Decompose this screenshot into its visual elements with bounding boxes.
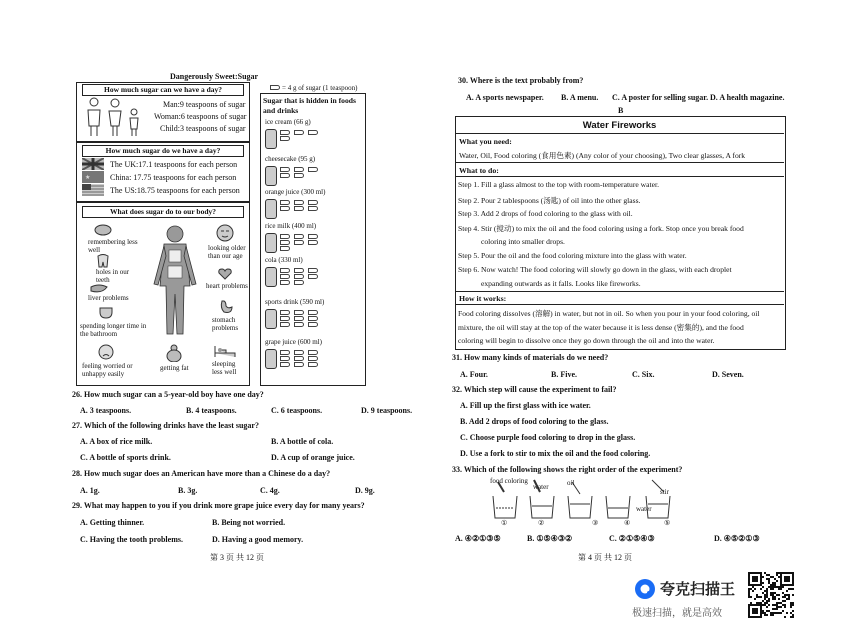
human-body-figure — [150, 224, 200, 344]
fig-num-3: ③ — [592, 519, 599, 527]
brain-icon — [94, 224, 112, 236]
liver-icon — [90, 284, 108, 294]
q32-option-c[interactable]: C. Choose purple food coloring to drop in the glass. — [460, 433, 636, 442]
q31-option-b[interactable]: B. Five. — [551, 370, 577, 379]
spoon-icon — [280, 310, 290, 315]
q33-option-b[interactable]: B. ①⑤④③② — [527, 534, 573, 543]
experiment-figure — [488, 478, 688, 528]
q31-option-a[interactable]: A. Four. — [460, 370, 488, 379]
spoon-icon — [308, 310, 318, 315]
toilet-icon — [98, 306, 114, 320]
divider — [455, 291, 784, 292]
q30-option-d[interactable]: D. A health magazine. — [710, 93, 785, 102]
spoon-icon — [294, 167, 304, 172]
experiment-title: Water Fireworks — [582, 120, 657, 131]
spoon-icon — [294, 130, 304, 135]
q32-option-d[interactable]: D. Use a fork to stir to mix the oil and the food coloring. — [460, 449, 651, 458]
spoon-icon — [308, 167, 318, 172]
label-stomach: stomach problems — [212, 316, 239, 332]
step-6-cont: expanding outwards as it falls. Looks like fireworks. — [481, 279, 641, 288]
fig-label-water: water — [533, 483, 549, 491]
spoon-icon — [308, 356, 318, 361]
q26-text: 26. How much sugar can a 5-year-old boy have one day? — [72, 390, 264, 399]
step-6: Step 6. Now watch! The food coloring will slowly go down in the glass, with each droplet — [458, 265, 732, 274]
infographic-title: Dangerously Sweet:Sugar — [170, 72, 259, 81]
spoon-icon — [294, 268, 304, 273]
label-bathroom: spending longer time in the bathroom — [80, 322, 147, 338]
spoon-icon — [294, 234, 304, 239]
step-1: Step 1. Fill a glass almost to the top with room-temperature water. — [458, 180, 659, 189]
consumption-uk: The UK:17.1 teaspoons for each person — [110, 160, 238, 169]
q32-option-a[interactable]: A. Fill up the first glass with ice water. — [460, 401, 591, 410]
divider — [455, 176, 784, 177]
label-sleeping: sleeping less well — [212, 360, 237, 376]
label-older: looking older than our age — [208, 244, 246, 260]
q28-option-a[interactable]: A. 1g. — [80, 486, 100, 495]
page-number-left: 第 3 页 共 12 页 — [210, 553, 264, 562]
quark-logo-icon — [634, 578, 656, 600]
q31-option-d[interactable]: D. Seven. — [712, 370, 744, 379]
fig-num-2: ② — [538, 519, 545, 527]
spoon-icon — [280, 130, 290, 135]
consumption-china: China: 17.75 teaspoons for each person — [110, 173, 237, 182]
hidden-food-label: orange juice (300 ml) — [265, 188, 326, 196]
food-item-icon — [265, 166, 277, 186]
q28-text: 28. How much sugar does an American have more than a Chinese do a day? — [72, 469, 331, 478]
spoon-icon — [280, 206, 290, 211]
spoon-icon — [308, 350, 318, 355]
todo-heading: What to do: — [459, 166, 499, 175]
q29-text: 29. What may happen to you if you drink more grape juice every day for many years? — [72, 501, 365, 510]
country-consumption-title: How much sugar do we have a day? — [82, 145, 244, 157]
q30-text: 30. Where is the text probably from? — [458, 76, 584, 85]
q27-option-b[interactable]: B. A bottle of cola. — [271, 437, 334, 446]
spoon-icon — [294, 310, 304, 315]
hidden-food-label: ice cream (66 g) — [265, 118, 311, 126]
spoon-icon — [280, 167, 290, 172]
how-line-1: Food coloring dissolves (溶解) in water, but not in oil. So when you pour in your food coloring, oil — [458, 309, 760, 318]
spoon-icon — [280, 240, 290, 245]
allowance-woman: Woman:6 teaspoons of sugar — [154, 112, 247, 121]
spoon-icon — [294, 200, 304, 205]
spoon-icon — [308, 362, 318, 367]
label-worried: feeling worried or unhappy easily — [82, 362, 133, 378]
q30-option-a[interactable]: A. A sports newspaper. — [466, 93, 544, 102]
old-face-icon — [216, 224, 234, 242]
q28-option-c[interactable]: C. 4g. — [260, 486, 280, 495]
how-heading: How it works: — [459, 294, 507, 303]
sugar-legend: = 4 g of sugar (1 teaspoon) — [270, 84, 358, 92]
q26-option-b[interactable]: B. 4 teaspoons. — [186, 406, 237, 415]
hidden-food-label: sports drink (590 ml) — [265, 298, 325, 306]
q33-text: 33. Which of the following shows the right order of the experiment? — [452, 465, 683, 474]
bed-icon — [214, 344, 236, 358]
fig-num-5: ⑤ — [664, 519, 671, 527]
q32-text: 32. Which step will cause the experiment to fail? — [452, 385, 617, 394]
china-flag-icon — [82, 171, 104, 183]
uk-flag-icon — [82, 158, 104, 170]
q28-option-b[interactable]: B. 3g. — [178, 486, 198, 495]
spoon-icon — [294, 316, 304, 321]
q29-option-c[interactable]: C. Having the tooth problems. — [80, 535, 183, 544]
page-number-right: 第 4 页 共 12 页 — [578, 553, 632, 562]
spoon-icon — [294, 350, 304, 355]
family-icon — [82, 96, 148, 138]
food-item-icon — [265, 199, 277, 219]
hidden-food-label: rice milk (400 ml) — [265, 222, 317, 230]
spoon-icon — [280, 322, 290, 327]
label-remember: remembering less well — [88, 238, 138, 254]
stomach-icon — [218, 300, 234, 314]
label-heart: heart problems — [206, 282, 248, 290]
spoon-icon — [280, 173, 290, 178]
q31-option-c[interactable]: C. Six. — [632, 370, 655, 379]
step-3: Step 3. Add 2 drops of food coloring to the glass with oil. — [458, 209, 633, 218]
qr-code-icon — [748, 572, 794, 618]
fig-label-stir: stir — [660, 488, 669, 496]
spoon-icon — [280, 362, 290, 367]
q33-option-c[interactable]: C. ②①⑤④③ — [609, 534, 655, 543]
hidden-sugar-title: Sugar that is hidden in foods and drinks — [263, 96, 356, 115]
allowance-child: Child:3 teaspoons of sugar — [160, 124, 246, 133]
q26-option-a[interactable]: A. 3 teaspoons. — [80, 406, 132, 415]
step-4: Step 4. Stir (搅动) to mix the oil and the food coloring using a fork. Stop once you break food — [458, 224, 744, 233]
body-effects-title: What does sugar do to our body? — [82, 206, 244, 218]
section-b-label: B — [618, 106, 624, 115]
label-fat: getting fat — [160, 364, 189, 372]
spoon-icon — [280, 280, 290, 285]
spoon-icon — [308, 268, 318, 273]
divider — [455, 304, 784, 305]
spoon-icon — [308, 316, 318, 321]
q30-option-c[interactable]: C. A poster for selling sugar. — [612, 93, 709, 102]
q27-option-a[interactable]: A. A box of rice milk. — [80, 437, 153, 446]
q26-option-d[interactable]: D. 9 teaspoons. — [361, 406, 413, 415]
fig-label-food: food coloring — [490, 477, 528, 485]
fig-label-water-2: water — [636, 505, 652, 513]
consumption-us: The US:18.75 teaspoons for each person — [110, 186, 240, 195]
fig-num-4: ④ — [624, 519, 631, 527]
hidden-food-label: grape juice (600 ml) — [265, 338, 322, 346]
hidden-food-label: cola (330 ml) — [265, 256, 303, 264]
need-text: Water, Oil, Food coloring (食用色素) (Any color of your choosing), Two clear glasses, A fork — [459, 151, 746, 160]
spoon-icon — [280, 316, 290, 321]
spoon-icon — [294, 362, 304, 367]
q26-option-c[interactable]: C. 6 teaspoons. — [271, 406, 323, 415]
q33-option-a[interactable]: A. ④②①③⑤ — [455, 534, 501, 543]
q32-option-b[interactable]: B. Add 2 drops of food coloring to the glass. — [460, 417, 609, 426]
label-liver: liver problems — [88, 294, 129, 302]
fig-num-1: ① — [501, 519, 508, 527]
food-item-icon — [265, 267, 277, 287]
q29-option-a[interactable]: A. Getting thinner. — [80, 518, 145, 527]
spoon-icon — [280, 268, 290, 273]
brand-name: 夸克扫描王 — [660, 580, 736, 598]
step-4-cont: coloring into smaller drops. — [481, 237, 565, 246]
food-item-icon — [265, 309, 277, 329]
spoon-icon — [280, 274, 290, 279]
need-heading: What you need: — [459, 137, 512, 146]
q27-option-d[interactable]: D. A cup of orange juice. — [271, 453, 355, 462]
spoon-icon — [280, 200, 290, 205]
spoon-icon — [280, 350, 290, 355]
step-5: Step 5. Pour the oil and the food coloring mixture into the glass with water. — [458, 251, 687, 260]
fig-label-oil: oil — [567, 479, 575, 487]
heart-icon — [218, 268, 232, 280]
step-2: Step 2. Pour 2 tablespoons (汤匙) of oil into the other glass. — [458, 196, 641, 205]
spoon-icon — [308, 130, 318, 135]
sad-face-icon — [98, 344, 114, 360]
q27-option-c[interactable]: C. A bottle of sports drink. — [80, 453, 171, 462]
us-flag-icon — [82, 184, 104, 196]
svg-text:★: ★ — [85, 175, 91, 181]
spoon-icon — [270, 85, 280, 90]
spoon-icon — [294, 274, 304, 279]
spoon-icon — [294, 322, 304, 327]
tooth-icon — [97, 254, 109, 268]
divider — [455, 133, 784, 134]
daily-allowance-title: How much sugar can we have a day? — [82, 84, 244, 96]
food-item-icon — [265, 129, 277, 149]
spoon-icon — [294, 356, 304, 361]
q29-option-d[interactable]: D. Having a good memory. — [212, 535, 304, 544]
q29-option-b[interactable]: B. Being not worried. — [212, 518, 286, 527]
how-line-3: coloring will begin to dissolve once they go down through the oil and into the water. — [458, 336, 715, 345]
brand-slogan: 极速扫描，就是高效 — [632, 608, 722, 619]
spoon-icon — [280, 136, 290, 141]
spoon-icon — [294, 173, 304, 178]
how-line-2: mixture, the oil will stay at the top of the water because it is less dense (密集的), and the food — [458, 323, 744, 332]
spoon-icon — [308, 206, 318, 211]
spoon-icon — [308, 234, 318, 239]
q33-option-d[interactable]: D. ④⑤②①③ — [714, 534, 760, 543]
spoon-icon — [294, 280, 304, 285]
q30-option-b[interactable]: B. A menu. — [561, 93, 599, 102]
spoon-icon — [294, 240, 304, 245]
spoon-icon — [308, 240, 318, 245]
allowance-man: Man:9 teaspoons of sugar — [163, 100, 246, 109]
spoon-icon — [308, 274, 318, 279]
spoon-icon — [280, 246, 290, 251]
spoon-icon — [308, 200, 318, 205]
food-item-icon — [265, 349, 277, 369]
spoon-icon — [280, 234, 290, 239]
q27-text: 27. Which of the following drinks have the least sugar? — [72, 421, 259, 430]
label-holes: holes in our teeth — [96, 268, 130, 284]
food-item-icon — [265, 233, 277, 253]
hidden-food-label: cheesecake (95 g) — [265, 155, 316, 163]
q28-option-d[interactable]: D. 9g. — [355, 486, 375, 495]
spoon-icon — [280, 356, 290, 361]
q31-text: 31. How many kinds of materials do we need? — [452, 353, 609, 362]
divider — [455, 162, 784, 163]
fat-person-icon — [166, 344, 182, 362]
spoon-icon — [294, 206, 304, 211]
spoon-icon — [308, 322, 318, 327]
